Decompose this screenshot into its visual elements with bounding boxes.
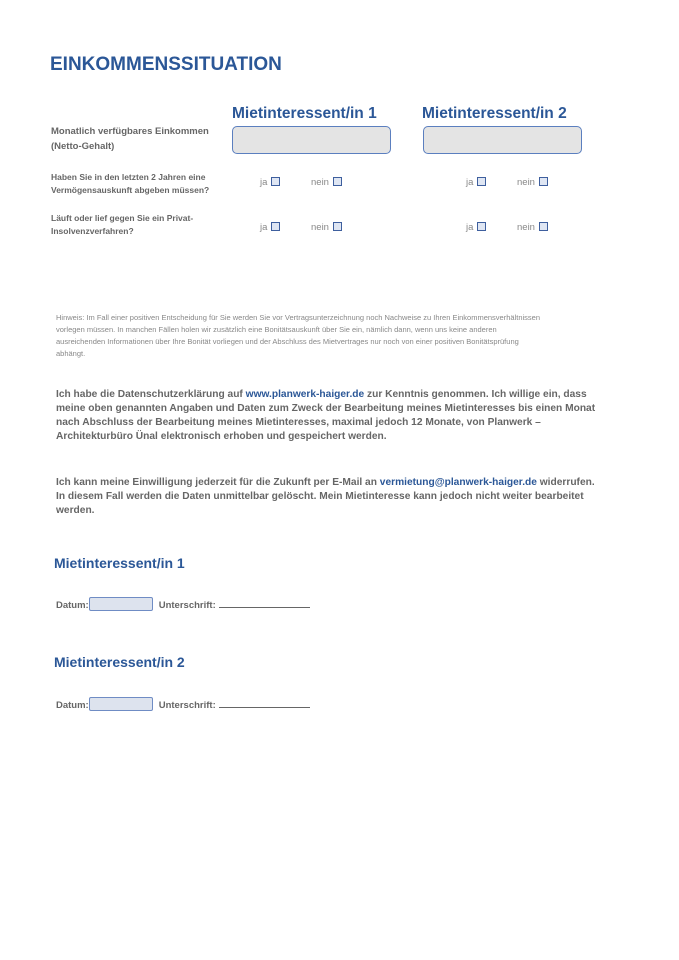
revoke-line: [56, 476, 595, 490]
question-line: Insolvenzverfahren?: [51, 226, 134, 236]
signature-label: Unterschrift:: [158, 600, 216, 611]
revoke-line: In diesem Fall werden die Daten unmittelbar gelöscht. Mein Mietinteresse kann jedoch nicht weiter bearbeitet: [56, 491, 584, 502]
consent-line: [56, 388, 595, 402]
question-insolvenz: [51, 212, 193, 238]
income-label: [51, 124, 209, 154]
no-label: nein: [311, 177, 329, 188]
signature-line-2[interactable]: [219, 698, 310, 708]
question-vermoegensauskunft: [51, 171, 209, 197]
q1-p1-no[interactable]: [311, 177, 342, 188]
no-label: nein: [517, 222, 535, 233]
yes-label: ja: [260, 222, 268, 233]
yes-label: ja: [260, 177, 268, 188]
checkbox[interactable]: [477, 177, 486, 186]
hint-text: [56, 312, 540, 360]
revoke-paragraph: [56, 476, 595, 518]
checkbox[interactable]: [539, 177, 548, 186]
income-label-line: (Netto-Gehalt): [51, 141, 115, 152]
consent-line: meine oben genannten Angaben und Daten zum Zweck der Bearbeitung meines Mietinteresses bis einen Monat: [56, 403, 596, 414]
column-header-1: Mietinteressent/in 1: [232, 105, 377, 122]
date-label: Datum:: [56, 600, 89, 611]
text: Ich kann meine Einwilligung jederzeit für die Zukunft per E-Mail an: [56, 477, 380, 488]
q1-p2-yes[interactable]: [466, 177, 486, 188]
q1-p1-yes[interactable]: [260, 177, 280, 188]
signature-label: Unterschrift:: [158, 700, 216, 711]
q2-p1-no[interactable]: [311, 222, 342, 233]
signature-heading-2: Mietinteressent/in 2: [54, 654, 185, 670]
no-label: nein: [311, 222, 329, 233]
website-link[interactable]: www.planwerk-haiger.de: [245, 389, 365, 400]
signature-line-1[interactable]: [219, 598, 310, 608]
signature-heading-1: Mietinteressent/in 1: [54, 555, 185, 571]
signature-row-2: [56, 697, 310, 711]
no-label: nein: [517, 177, 535, 188]
question-line: Läuft oder lief gegen Sie ein Privat-: [51, 213, 194, 223]
checkbox[interactable]: [539, 222, 548, 231]
hint-line: abhängt.: [56, 349, 86, 358]
signature-row-1: [56, 597, 310, 611]
checkbox[interactable]: [477, 222, 486, 231]
email-link[interactable]: vermietung@planwerk-haiger.de: [379, 477, 537, 488]
q2-p2-no[interactable]: [517, 222, 548, 233]
income-label-line: Monatlich verfügbares Einkommen: [51, 126, 209, 137]
text: widerrufen.: [536, 477, 595, 488]
page-title: EINKOMMENSSITUATION: [50, 54, 282, 75]
q2-p2-yes[interactable]: [466, 222, 486, 233]
checkbox[interactable]: [271, 222, 280, 231]
income-input-2[interactable]: [423, 126, 582, 154]
hint-line: Hinweis: Im Fall einer positiven Entscheidung für Sie werden Sie vor Vertragsunterzeichnung noch Nachweise zu Ihren Einkommensverhältnissen: [56, 313, 540, 322]
date-input-1[interactable]: [89, 597, 153, 611]
date-input-2[interactable]: [89, 697, 153, 711]
text: Ich habe die Datenschutzerklärung auf: [56, 389, 246, 400]
yes-label: ja: [466, 222, 474, 233]
q2-p1-yes[interactable]: [260, 222, 280, 233]
consent-line: Architekturbüro Ünal elektronisch erhoben und gespeichert werden.: [56, 431, 387, 442]
q1-p2-no[interactable]: [517, 177, 548, 188]
column-header-2: Mietinteressent/in 2: [422, 105, 567, 122]
date-label: Datum:: [56, 700, 89, 711]
income-input-1[interactable]: [232, 126, 391, 154]
consent-paragraph: [56, 388, 595, 444]
hint-line: vorlegen müssen. In manchen Fällen holen wir zusätzlich eine Bonitätsauskunft über Sie ein, nämlich dann, wenn uns keine anderen: [56, 325, 497, 334]
checkbox[interactable]: [333, 222, 342, 231]
checkbox[interactable]: [333, 177, 342, 186]
hint-line: ausreichenden Informationen über Ihre Bonität vorliegen und der Abschluss des Mietvertrages nur noch von einer positiven Bonitätsprüfung: [56, 337, 519, 346]
consent-line: nach Abschluss der Bearbeitung meines Mietinteresses, maximal jedoch 12 Monate, von Planwerk –: [56, 417, 541, 428]
text: zur Kenntnis genommen. Ich willige ein, dass: [364, 389, 587, 400]
checkbox[interactable]: [271, 177, 280, 186]
question-line: Haben Sie in den letzten 2 Jahren eine: [51, 172, 206, 182]
yes-label: ja: [466, 177, 474, 188]
question-line: Vermögensauskunft abgeben müssen?: [51, 185, 210, 195]
revoke-line: werden.: [56, 505, 95, 516]
